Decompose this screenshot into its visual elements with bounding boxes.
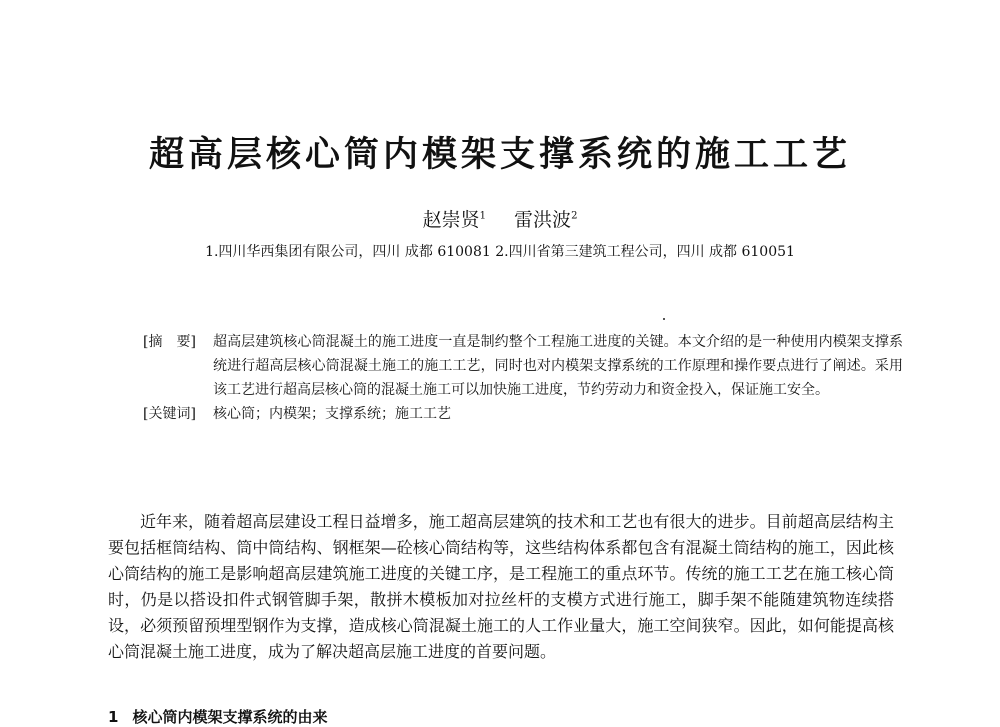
abstract-text: 超高层建筑核心筒混凝土的施工进度一直是制约整个工程施工进度的关键。本文介绍的是一种使用内模架支撑系统进行超高层核心筒混凝土施工的施工工艺，同时也对内模架支撑系统的工作原理和操作要点进行了阐述。采用该工艺进行超高层核心筒的混凝土施工可以加快施工进度，节约劳动力和资金投入，保证施工安全。 <box>213 334 903 398</box>
keywords-label: [关键词] <box>143 406 196 422</box>
paper-title: 超高层核心筒内模架支撑系统的施工工艺 <box>148 134 851 175</box>
intro-paragraph: 近年来，随着超高层建设工程日益增多，施工超高层建筑的技术和工艺也有很大的进步。目前超高层结构主要包括框筒结构、筒中筒结构、钢框架—砼核心筒结构等，这些结构体系都包含有混凝土筒结构的施工，因此核心筒结构的施工是影响超高层建筑施工进度的关键工序，是工程施工的重点环节。传统的施工工艺在施工核心筒时，仍是以搭设扣件式钢管脚手架，散拼木模板加对拉丝杆的支模方式进行施工，脚手架不能随建筑物连续搭设，必须预留预埋型钢作为支撑，造成核心筒混凝土施工的人工作业量大，施工空间狭窄。因此，如何能提高核心筒混凝土施工进度，成为了解决超高层施工进度的首要问题。 <box>108 512 894 661</box>
keywords-row <box>143 402 903 426</box>
keywords-text: 核心筒；内模架；支撑系统；施工工艺 <box>213 406 451 422</box>
abstract-block <box>143 330 903 426</box>
section-heading <box>108 706 327 727</box>
abstract-label: [摘 要] <box>143 334 196 350</box>
author-affil-marker: 1 <box>479 210 486 222</box>
author-line <box>0 205 1000 232</box>
abstract-row <box>143 330 903 402</box>
section-number: 1 <box>108 708 119 726</box>
author-name: 赵崇贤 <box>422 209 480 231</box>
section-title: 核心筒内模架支撑系统的由来 <box>132 708 328 726</box>
affiliations: 1.四川华西集团有限公司，四川 成都 610081 2.四川省第三建筑工程公司，四川 成都 610051 <box>205 244 795 260</box>
author-name: 雷洪波 <box>514 209 572 231</box>
scan-speck <box>663 318 665 320</box>
body-text <box>108 509 894 665</box>
author-affil-marker: 2 <box>571 210 578 222</box>
